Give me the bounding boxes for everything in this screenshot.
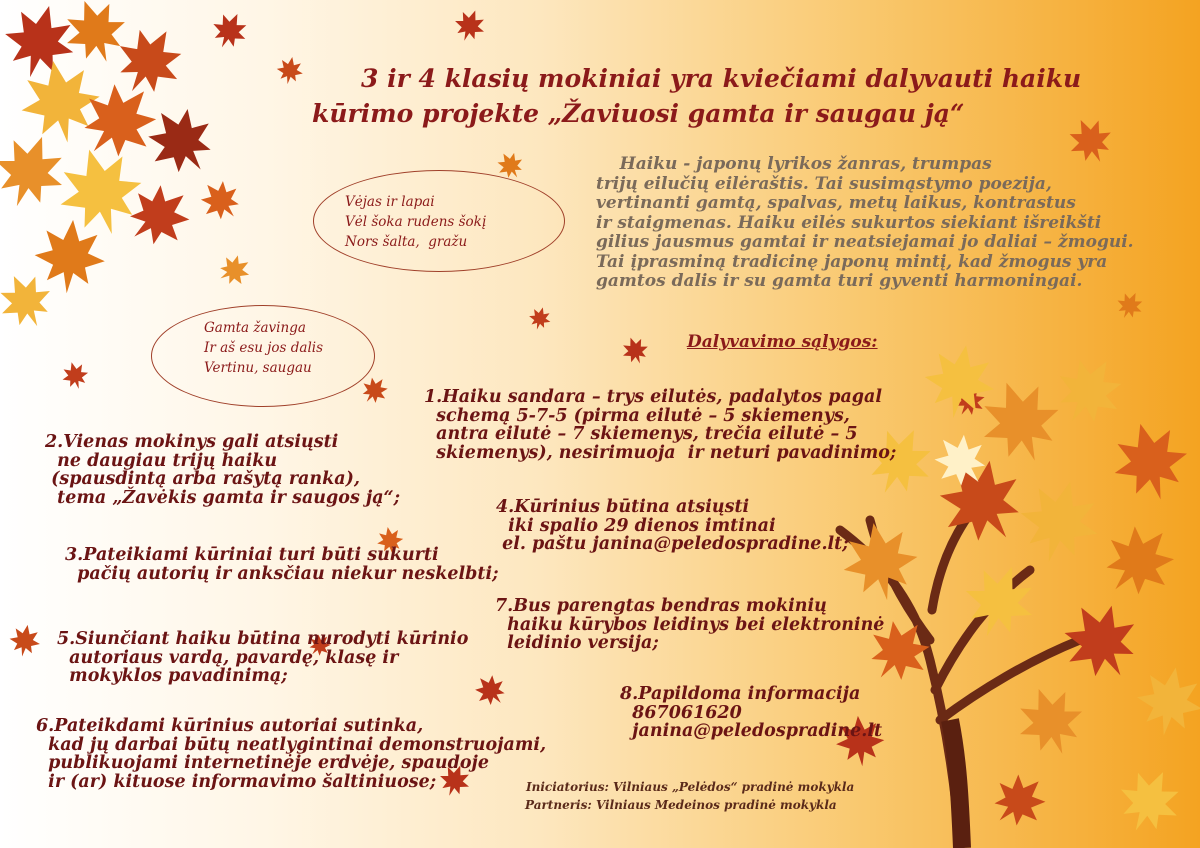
- conditions-heading: Dalyvavimo sąlygos:: [687, 332, 878, 352]
- condition-7: 7.Bus parengtas bendras mokinių haiku kūrybos leidinys bei elektroninė leidinio versija;: [495, 596, 885, 653]
- title-line-1: 3 ir 4 klasių mokiniai yra kviečiami dalyvauti haiku: [361, 64, 1082, 93]
- condition-1: 1.Haiku sandara – trys eilutės, padalytos pagal schemą 5-7-5 (pirma eilutė – 5 skiemenys, antra eilutė – 7 skiemenys, trečia eilutė – 5 skiemenys), nesirimuoja ir neturi pavadinimo;: [424, 387, 897, 463]
- initiator-line: Iniciatorius: Vilniaus „Pelėdos“ pradinė mokykla: [526, 780, 855, 794]
- partner-line: Partneris: Vilniaus Medeinos pradinė mokykla: [525, 798, 837, 812]
- condition-2: 2.Vienas mokinys gali atsiųsti ne daugiau trijų haiku (spausdintą arba rašytą ranka), tema „Žavėkis gamta ir saugos ją“;: [45, 432, 401, 508]
- haiku-example-1: Vėjas ir lapai Vėl šoka rudens šokį Nors šalta, gražu: [345, 194, 487, 250]
- condition-8: 8.Papildoma informacija 867061620 janina@peledospradine.lt: [620, 684, 883, 741]
- intro-paragraph: Haiku - japonų lyrikos žanras, trumpas trijų eilučių eilėraštis. Tai susimąstymo poezija, vertinanti gamtą, spalvas, metų laikus, kontrastus ir staigmenas. Haiku eilės sukurtos siekiant išreikšti gilius jausmus gamtai ir neatsiejamai jo daliai – žmogui. Tai įprasminą tradicinę japonų mintį, kad žmogus yra gamtos dalis ir su gamta turi gyventi harmoningai.: [596, 154, 1134, 291]
- condition-4: 4.Kūrinius būtina atsiųsti iki spalio 29 dienos imtinai el. paštu janina@peledospradine.lt;: [496, 497, 849, 554]
- condition-6: 6.Pateikdami kūrinius autoriai sutinka, kad jų darbai būtų neatlygintinai demonstruojami, publikuojami internetinėje erdvėje, spaudoje ir (ar) kituose informavimo šaltiniuose;: [36, 716, 547, 792]
- title-line-2: kūrimo projekte „Žaviuosi gamta ir saugau ją“: [312, 99, 965, 128]
- condition-3: 3.Pateikiami kūriniai turi būti sukurti pačių autorių ir anksčiau niekur neskelbti;: [65, 545, 499, 584]
- haiku-example-2: Gamta žavinga Ir aš esu jos dalis Vertinu, saugau: [204, 320, 324, 376]
- maple-leaf-cluster-icon: [0, 0, 305, 337]
- condition-5: 5.Siunčiant haiku būtina nurodyti kūrinio autoriaus vardą, pavardę, klasę ir mokyklos pavadinimą;: [57, 629, 469, 686]
